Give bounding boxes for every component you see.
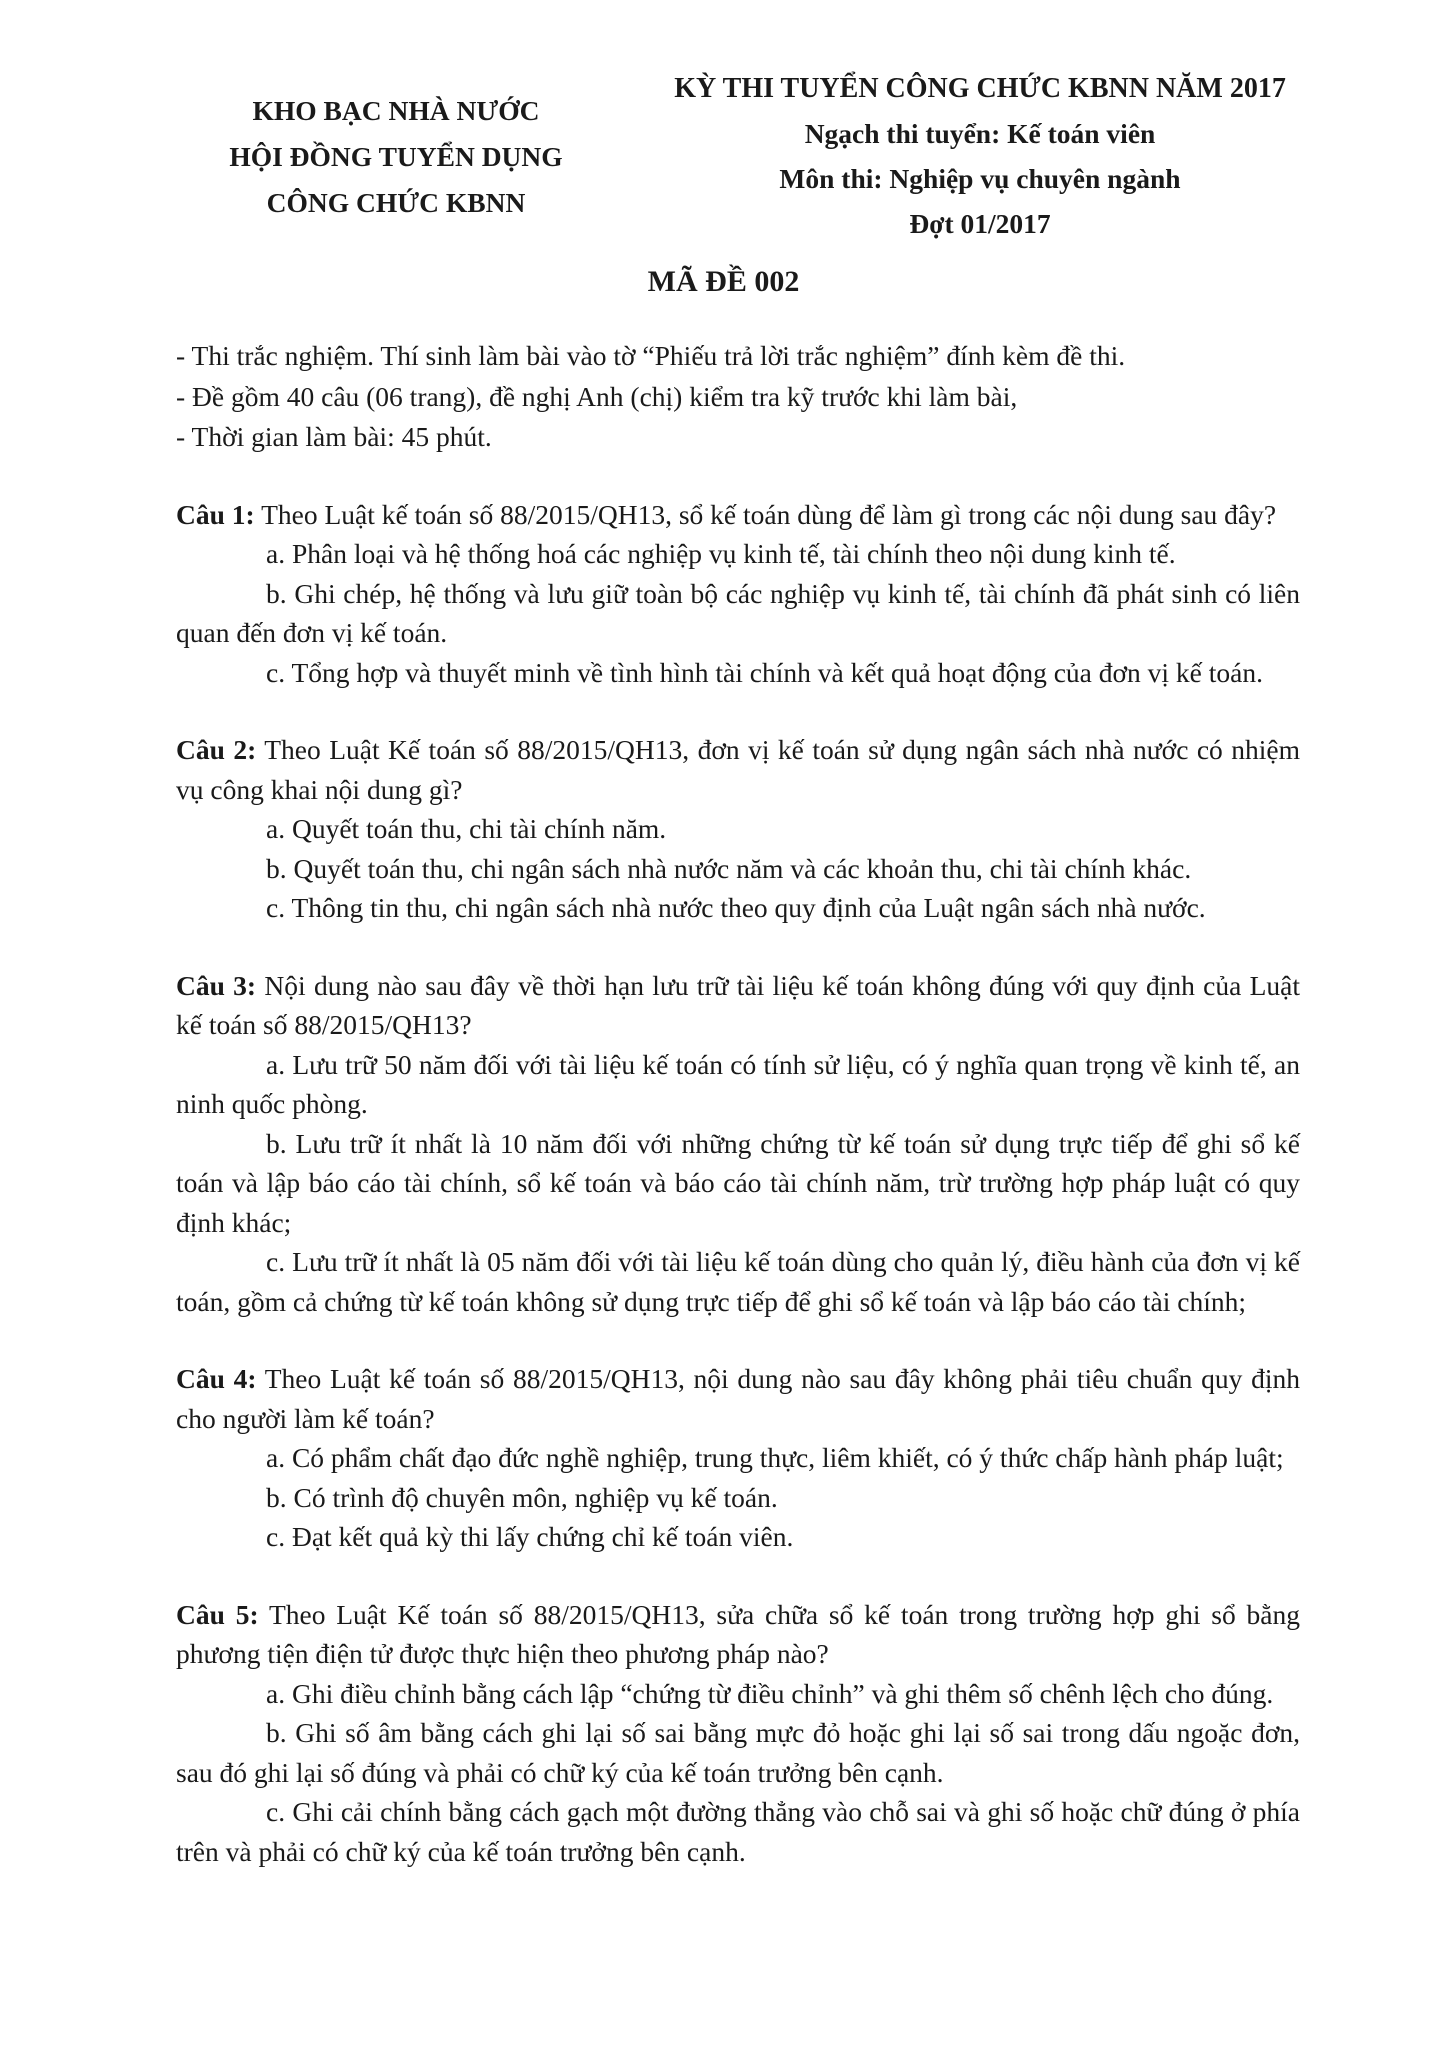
question-label: Câu 2: xyxy=(176,734,257,765)
header-right-line: KỲ THI TUYỂN CÔNG CHỨC KBNN NĂM 2017 xyxy=(674,73,1286,104)
question-body: Theo Luật Kế toán số 88/2015/QH13, sửa chữa sổ kế toán trong trường hợp ghi sổ bằng phương tiện điện tử được thực hiện theo phương pháp nào? xyxy=(176,1598,1300,1669)
header-right-line: Đợt 01/2017 xyxy=(909,208,1051,239)
answer-option: a. Phân loại và hệ thống hoá các nghiệp vụ kinh tế, tài chính theo nội dung kinh tế. xyxy=(266,538,1176,569)
answer-option: b. Ghi chép, hệ thống và lưu giữ toàn bộ các nghiệp vụ kinh tế, tài chính đã phát sinh có liên quan đến đơn vị kế toán. xyxy=(176,577,1300,648)
header-right-line: Ngạch thi tuyển: Kế toán viên xyxy=(804,118,1156,149)
instruction-line: - Thi trắc nghiệm. Thí sinh làm bài vào tờ “Phiếu trả lời trắc nghiệm” đính kèm đề thi. xyxy=(176,340,1126,371)
question-text xyxy=(176,730,1300,809)
instruction-line: - Đề gồm 40 câu (06 trang), đề nghị Anh (chị) kiểm tra kỹ trước khi làm bài, xyxy=(176,380,1018,412)
question-text xyxy=(176,495,1300,535)
answer-option: c. Lưu trữ ít nhất là 05 năm đối với tài liệu kế toán dùng cho quản lý, điều hành của đơn vị kế toán, gồm cả chứng từ kế toán không sử dụng trực tiếp để ghi sổ kế toán và lập báo cáo tài chính; xyxy=(176,1246,1300,1317)
question-body: Theo Luật kế toán số 88/2015/QH13, sổ kế toán dùng để làm gì trong các nội dung sau đây? xyxy=(261,498,1277,530)
question-text xyxy=(176,1359,1300,1438)
header-left-line: HỘI ĐỒNG TUYỂN DỤNG xyxy=(229,141,563,172)
answer-option: a. Có phẩm chất đạo đức nghề nghiệp, trung thực, liêm khiết, có ý thức chấp hành pháp luật; xyxy=(266,1442,1284,1473)
header-left-line: CÔNG CHỨC KBNN xyxy=(266,187,526,218)
header-right xyxy=(660,66,1300,246)
answer-option: b. Quyết toán thu, chi ngân sách nhà nước năm và các khoản thu, chi tài chính khác. xyxy=(266,852,1192,884)
header-left-line: KHO BẠC NHÀ NƯỚC xyxy=(252,95,540,126)
instruction-line: - Thời gian làm bài: 45 phút. xyxy=(176,421,492,452)
answer-option: b. Có trình độ chuyên môn, nghiệp vụ kế toán. xyxy=(266,1481,778,1513)
answer-option: c. Thông tin thu, chi ngân sách nhà nước theo quy định của Luật ngân sách nhà nước. xyxy=(266,892,1206,923)
question-3 xyxy=(176,966,1300,1322)
exam-code-title: MÃ ĐỀ 002 xyxy=(647,265,800,298)
question-body: Nội dung nào sau đây về thời hạn lưu trữ tài liệu kế toán không đúng với quy định của Luật kế toán số 88/2015/QH13? xyxy=(176,969,1301,1040)
exam-body xyxy=(176,336,1300,1871)
question-label: Câu 4: xyxy=(176,1363,257,1394)
question-body: Theo Luật Kế toán số 88/2015/QH13, đơn vị kế toán sử dụng ngân sách nhà nước có nhiệm vụ công khai nội dung gì? xyxy=(176,734,1300,805)
answer-option: b. Lưu trữ ít nhất là 10 năm đối với những chứng từ kế toán sử dụng trực tiếp để ghi sổ kế toán và lập báo cáo tài chính, sổ kế toán và báo cáo tài chính năm, trừ trường hợp pháp luật có quy định khác; xyxy=(176,1127,1300,1238)
question-2 xyxy=(176,730,1300,928)
header-right-line: Môn thi: Nghiệp vụ chuyên ngành xyxy=(779,163,1181,194)
answer-option: c. Ghi cải chính bằng cách gạch một đường thẳng vào chỗ sai và ghi số hoặc chữ đúng ở phía trên và phải có chữ ký của kế toán trưởng bên cạnh. xyxy=(176,1796,1300,1867)
question-text xyxy=(176,1595,1300,1674)
answer-option: a. Lưu trữ 50 năm đối với tài liệu kế toán có tính sử liệu, có ý nghĩa quan trọng về kinh tế, an ninh quốc phòng. xyxy=(176,1048,1300,1119)
instructions xyxy=(176,336,1300,457)
answer-option: c. Tổng hợp và thuyết minh về tình hình tài chính và kết quả hoạt động của đơn vị kế toán. xyxy=(266,656,1263,688)
answer-option: a. Quyết toán thu, chi tài chính năm. xyxy=(266,813,667,844)
question-5 xyxy=(176,1595,1300,1872)
question-text xyxy=(176,966,1300,1045)
question-label: Câu 3: xyxy=(176,969,257,1001)
answer-option: a. Ghi điều chỉnh bằng cách lập “chứng từ điều chỉnh” và ghi thêm số chênh lệch cho đúng. xyxy=(266,1677,1274,1709)
answer-option: b. Ghi số âm bằng cách ghi lại số sai bằng mực đỏ hoặc ghi lại số sai trong dấu ngoặc đơn, sau đó ghi lại số đúng và phải có chữ ký của kế toán trưởng bên cạnh. xyxy=(176,1717,1300,1788)
answer-option: c. Đạt kết quả kỳ thi lấy chứng chỉ kế toán viên. xyxy=(266,1521,794,1552)
question-body: Theo Luật kế toán số 88/2015/QH13, nội dung nào sau đây không phải tiêu chuẩn quy định cho người làm kế toán? xyxy=(176,1363,1300,1434)
question-1 xyxy=(176,495,1300,693)
question-label: Câu 1: xyxy=(176,498,255,530)
question-label: Câu 5: xyxy=(176,1598,259,1630)
question-4 xyxy=(176,1359,1300,1557)
header-left xyxy=(176,88,616,226)
